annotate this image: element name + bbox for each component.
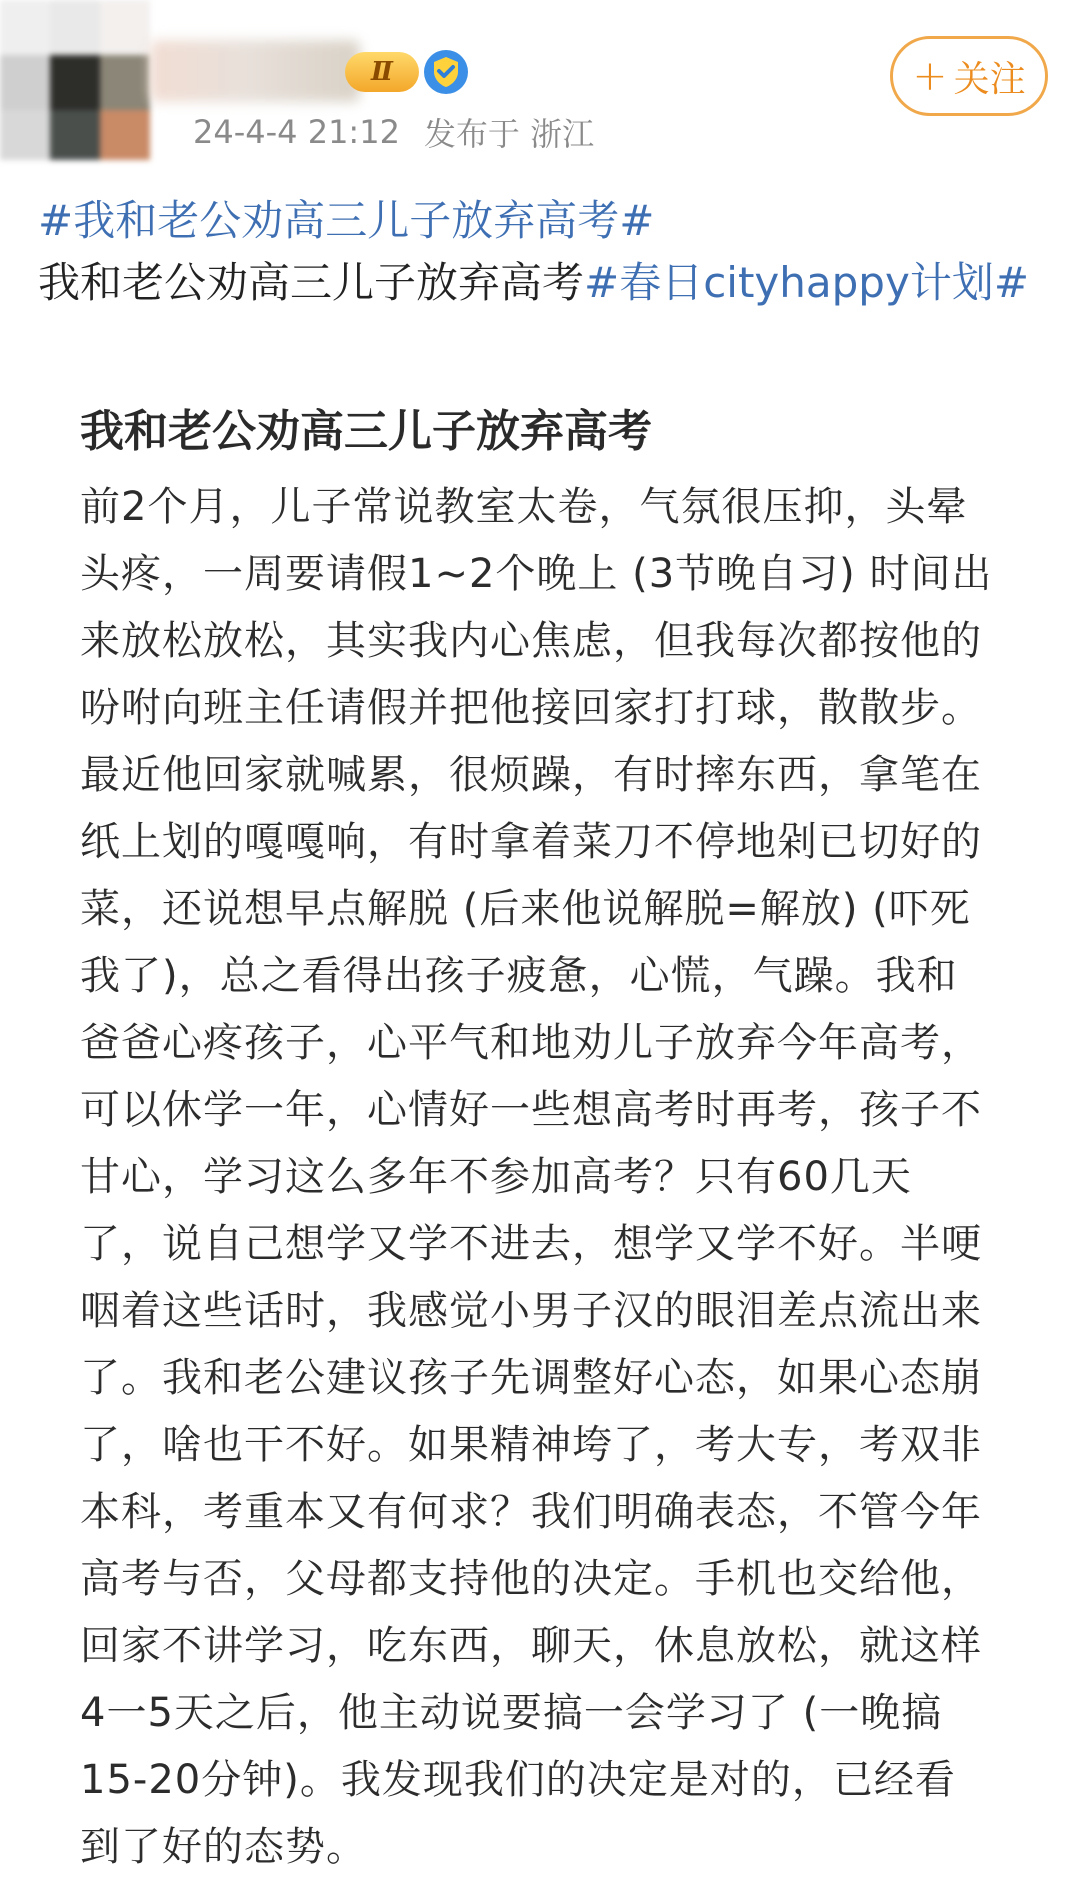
follow-button[interactable]: [890, 36, 1048, 116]
article-line: 甘心，学习这么多年不参加高考？只有60几天: [80, 1154, 912, 1200]
username-blurred[interactable]: [150, 40, 360, 102]
article-line: 前2个月，儿子常说教室太卷，气氛很压抑，头晕: [80, 484, 968, 530]
post-header: [0, 0, 1080, 170]
topic-link[interactable]: #我和老公劝高三儿子放弃高考#: [38, 196, 655, 245]
topic-link[interactable]: #春日cityhappy计划#: [584, 258, 1030, 307]
verified-badge-icon: [422, 48, 470, 96]
article-line: 我了)，总之看得出孩子疲惫，心慌，气躁。我和: [80, 953, 958, 999]
post-meta: [193, 108, 594, 156]
article-line: 到了好的态势。: [80, 1824, 367, 1870]
article-title: 我和老公劝高三儿子放弃高考: [80, 406, 652, 457]
article-line: 高考与否，父母都支持他的决定。手机也交给他，: [80, 1556, 982, 1602]
post-location: 发布于 浙江: [423, 115, 595, 153]
article-line: 纸上划的嘎嘎响，有时拿着菜刀不停地剁已切好的: [80, 819, 982, 865]
article-line: 4一5天之后，他主动说要搞一会学习了 (一晚搞: [80, 1690, 943, 1736]
post-body-text: 我和老公劝高三儿子放弃高考: [38, 258, 585, 307]
article-line: 本科，考重本又有何求？我们明确表态，不管今年: [80, 1489, 982, 1535]
article-line: 来放松放松，其实我内心焦虑，但我每次都按他的: [80, 618, 982, 664]
plus-icon: +: [912, 51, 948, 100]
article-line: 回家不讲学习，吃东西，聊天，休息放松，就这样: [80, 1623, 982, 1669]
avatar[interactable]: [0, 0, 150, 160]
level-badge: Ⅱ: [345, 52, 419, 92]
article-line: 吩咐向班主任请假并把他接回家打打球，散散步。: [80, 685, 982, 731]
article-line: 了。我和老公建议孩子先调整好心态，如果心态崩: [80, 1355, 982, 1401]
article-line: 了，啥也干不好。如果精神垮了，考大专，考双非: [80, 1422, 982, 1468]
follow-label: 关注: [953, 58, 1026, 100]
article-line: 15-20分钟)。我发现我们的决定是对的，已经看: [80, 1757, 956, 1803]
article-line: 了，说自己想学又学不进去，想学又学不好。半哽: [80, 1221, 982, 1267]
post-text: [38, 190, 1058, 314]
article-body: [80, 474, 1010, 1881]
article-line: 头疼，一周要请假1~2个晚上 (3节晚自习) 时间出: [80, 551, 993, 597]
article-line: 最近他回家就喊累，很烦躁，有时摔东西，拿笔在: [80, 752, 982, 798]
article-line: 可以休学一年，心情好一些想高考时再考，孩子不: [80, 1087, 982, 1133]
article-line: 咽着这些话时，我感觉小男子汉的眼泪差点流出来: [80, 1288, 982, 1334]
article-line: 爸爸心疼孩子，心平气和地劝儿子放弃今年高考，: [80, 1020, 982, 1066]
article-line: 菜，还说想早点解脱 (后来他说解脱=解放) (吓死: [80, 886, 971, 932]
post-timestamp: 24-4-4 21:12: [193, 113, 400, 151]
